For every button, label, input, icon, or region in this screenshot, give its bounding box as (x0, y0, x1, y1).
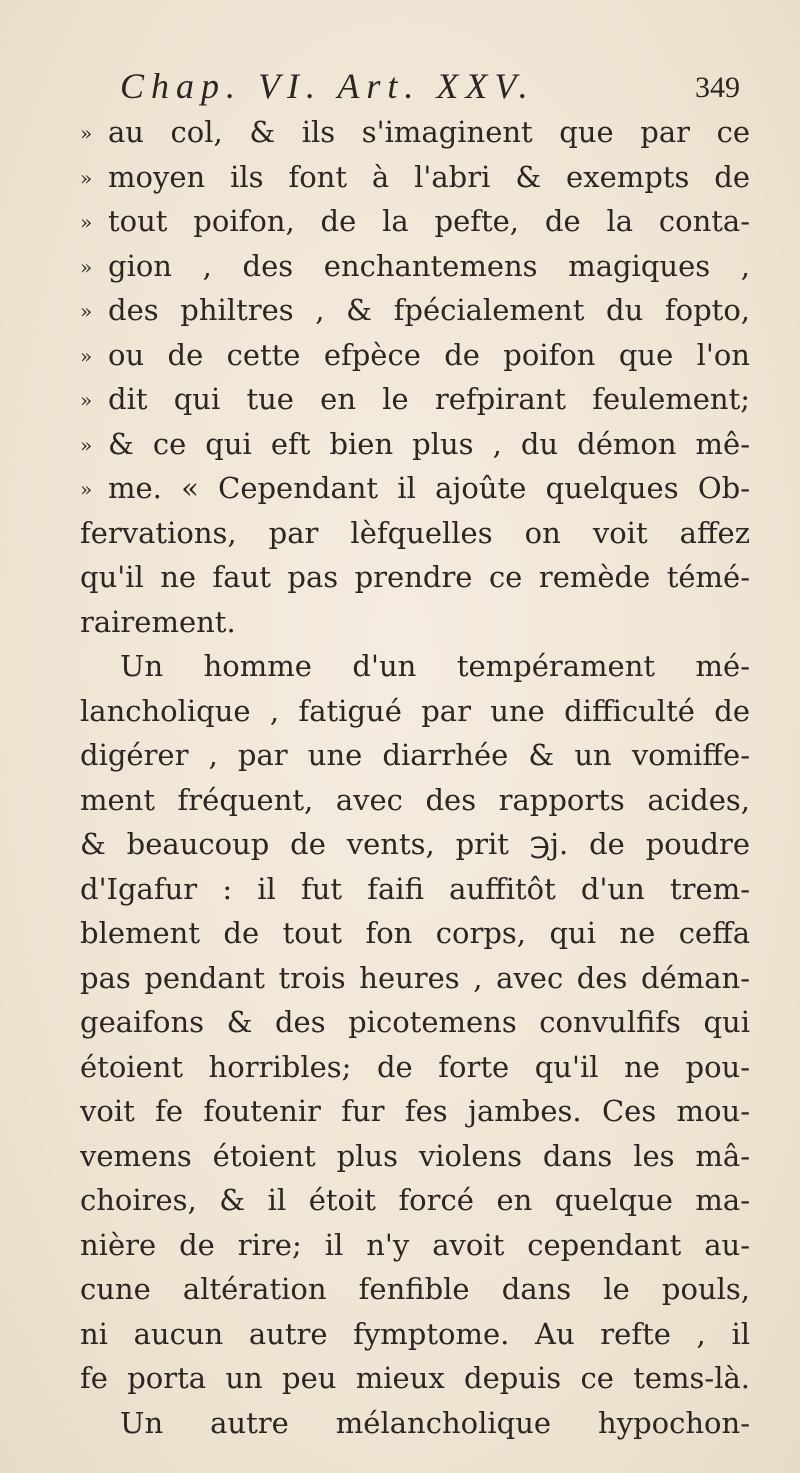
text-line (80, 422, 750, 467)
line-text: blement de tout fon corps, qui ne ceffa (80, 916, 750, 950)
quote-mark: » (80, 388, 93, 412)
text-line (80, 155, 750, 200)
text-line (80, 600, 750, 645)
text-line (80, 1178, 750, 1223)
line-text: geaifons & des picotemens convulfifs qui (80, 1005, 750, 1039)
line-text: moyen ils font à l'abri & exempts de (108, 159, 750, 194)
quote-mark: » (80, 254, 93, 279)
line-text: choires, & il étoit forcé en quelque ma- (80, 1183, 750, 1217)
text-line (80, 644, 750, 689)
text-line (80, 377, 750, 422)
text-line (80, 1089, 750, 1134)
body-text (80, 110, 750, 1445)
text-line (80, 1401, 750, 1446)
text-line (80, 199, 750, 244)
line-text: Un homme d'un tempérament mé- (120, 649, 750, 683)
line-text: digérer , par une diarrhée & un vomiffe- (80, 738, 750, 772)
line-text: étoient horribles; de forte qu'il ne pou- (80, 1049, 750, 1084)
quote-mark: » (80, 343, 93, 368)
quote-mark: » (80, 299, 93, 323)
line-text: lancholique , fatigué par une difficulté de (80, 693, 750, 728)
line-text: ou de cette efpèce de poifon que l'on (108, 337, 750, 372)
text-line (80, 689, 750, 734)
text-line (80, 1356, 750, 1401)
line-text: pas pendant trois heures , avec des déman- (80, 960, 750, 995)
page-header (120, 64, 740, 112)
text-line (80, 911, 750, 956)
line-text: ment fréquent, avec des rapports acides, (80, 782, 750, 817)
running-head: Chap. VI. Art. XXV. (120, 66, 535, 106)
text-line (80, 244, 750, 289)
text-line (80, 110, 750, 155)
line-text: des philtres , & fpécialement du fopto, (108, 293, 750, 327)
line-text: & ce qui eft bien plus , du démon mê- (108, 426, 750, 461)
line-text: qu'il ne faut pas prendre ce remède témé- (80, 560, 750, 594)
quote-mark: » (80, 432, 93, 457)
quote-mark: » (80, 477, 93, 501)
text-line (80, 1312, 750, 1357)
line-text: vemens étoient plus violens dans les mâ- (80, 1138, 750, 1173)
text-line (80, 1134, 750, 1179)
line-text: au col, & ils s'imaginent que par ce (108, 115, 750, 149)
text-line (80, 1000, 750, 1045)
line-text: voit fe foutenir fur fes jambes. Ces mou- (80, 1094, 750, 1128)
line-text: gion , des enchantemens magiques , (108, 248, 750, 283)
line-text: d'Igafur : il fut faifi auffitôt d'un trem- (80, 871, 750, 906)
text-line (80, 1267, 750, 1312)
text-line (80, 511, 750, 556)
line-text: & beaucoup de vents, prit ℈j. de poudre (80, 827, 750, 861)
line-text: nière de rire; il n'y avoit cependant au- (80, 1227, 750, 1262)
text-line (80, 555, 750, 600)
text-line (80, 466, 750, 511)
text-line (80, 822, 750, 867)
line-text: fervations, par lèfquelles on voit affez (80, 515, 750, 550)
text-line (80, 733, 750, 778)
line-text: Un autre mélancholique hypochon- (120, 1405, 750, 1440)
line-text: fe porta un peu mieux depuis ce tems-là. (80, 1361, 750, 1395)
line-text: ni aucun autre fymptome. Au refte , il (80, 1316, 750, 1351)
text-line (80, 778, 750, 823)
quote-mark: » (80, 210, 93, 234)
page-number: 349 (695, 71, 740, 104)
line-text: rairement. (80, 604, 236, 639)
text-line (80, 867, 750, 912)
text-line (80, 956, 750, 1001)
line-text: me. « Cependant il ajoûte quelques Ob- (108, 471, 750, 505)
text-line (80, 1045, 750, 1090)
line-text: cune altération fenfible dans le pouls, (80, 1272, 750, 1306)
line-text: tout poifon, de la pefte, de la conta- (108, 204, 750, 238)
text-line (80, 333, 750, 378)
text-line (80, 1223, 750, 1268)
quote-mark: » (80, 165, 93, 190)
quote-mark: » (80, 121, 93, 145)
line-text: dit qui tue en le refpirant feulement; (108, 382, 750, 416)
text-line (80, 288, 750, 333)
